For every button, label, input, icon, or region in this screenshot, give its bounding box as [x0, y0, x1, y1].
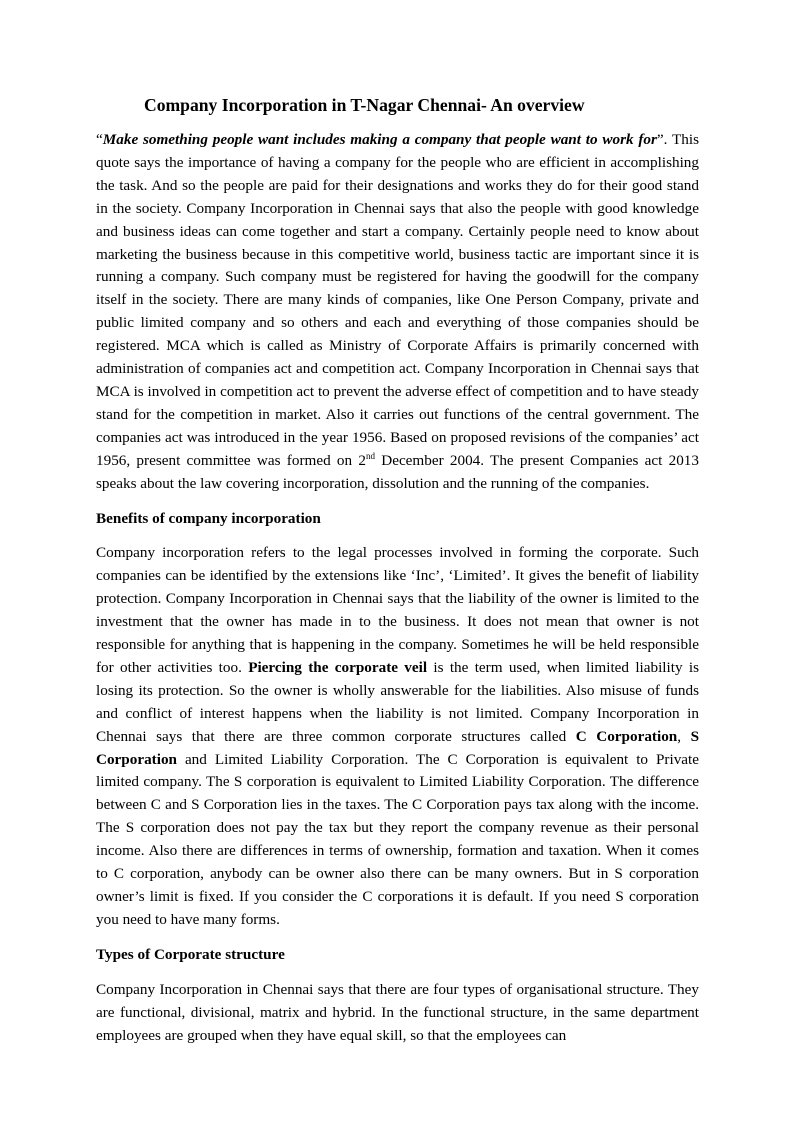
document-body: [96, 93, 699, 1047]
intro-text: This quote says the importance of having a company for the people who are efficient in accomplishing the task. And so the people are paid for their designations and works they do for their good stand in the society. Company Incorporation in Chennai says that also the people with good knowledge and business ideas can come together and start a company. Certainly people need to know about marketing the business because in this competitive world, business tactic are important since it is running a company. Such company must be registered for having the goodwill for the company itself in the society. There are many kinds of companies, like One Person Company, private and public limited company and so others and each and everything of those companies should be registered. MCA which is called as Ministry of Corporate Affairs is primarily concerned with administration of companies act and competition act. Company Incorporation in Chennai says that MCA is involved in competition act to prevent the adverse effect of competition and to have steady stand for the competition in market. Also it carries out functions of the central government. The companies act was introduced in the year 1956. Based on proposed revisions of the companies’ act 1956, present committee was formed on 2: [96, 131, 699, 469]
piercing-veil-term: Piercing the corporate veil: [248, 658, 428, 676]
page-title: Company Incorporation in T-Nagar Chennai- An overview: [144, 95, 585, 115]
types-heading: Types of Corporate structure: [96, 945, 285, 963]
term-separator: ,: [677, 727, 691, 745]
intro-text-end: December 2004. The present Companies act 2013 speaks about the law covering incorporation, dissolution and the running of the companies.: [96, 451, 699, 492]
benefits-text-2: is the term used, when limited liability is losing its protection. So the owner is wholly answerable for the liabilities. Also misuse of funds and conflict of interest happens when the liability is not limited. Company Incorporation in Chennai says that there are three common corporate structures called: [96, 658, 700, 745]
types-paragraph: Company Incorporation in Chennai says that there are four types of organisational structure. They are functional, divisional, matrix and hybrid. In the functional structure, in the same department employees are grouped when they have equal skill, so that the employees can: [96, 980, 699, 1044]
benefits-heading: Benefits of company incorporation: [96, 509, 321, 527]
intro-open-quote: “: [96, 131, 103, 148]
intro-paragraph: [96, 129, 699, 496]
benefits-paragraph: [96, 542, 699, 931]
intro-close-quote: ”.: [656, 131, 668, 148]
intro-quote: Make something people want includes making a company that people want to work for: [102, 131, 657, 148]
s-corporation-term: S Corporation: [96, 727, 700, 768]
benefits-text-1: Company incorporation refers to the legal processes involved in forming the corporate. Such companies can be identified by the extensions like ‘Inc’, ‘Limited’. It gives the benefit of liability protection. Company Incorporation in Chennai says that the liability of the owner is limited to the investment that the owner has made in to the business. It does not mean that owner is not responsible for anything that is happening in the company. Sometimes he will be held responsible for other activities too.: [96, 544, 699, 676]
date-ordinal-suffix: nd: [365, 450, 375, 461]
benefits-text-3: and Limited Liability Corporation. The C Corporation is equivalent to Private limited company. The S corporation is equivalent to Limited Liability Corporation. The difference between C and S Corporation lies in the taxes. The C Corporation pays tax along with the income. The S corporation does not pay the tax but they report the company revenue as their personal income. Also there are differences in terms of ownership, formation and taxation. When it comes to C corporation, anybody can be owner also there can be many owners. But in S corporation owner’s limit is fixed. If you consider the C corporations it is default. If you need S corporation you need to have many forms.: [96, 750, 699, 928]
c-corporation-term: C Corporation: [575, 727, 678, 745]
